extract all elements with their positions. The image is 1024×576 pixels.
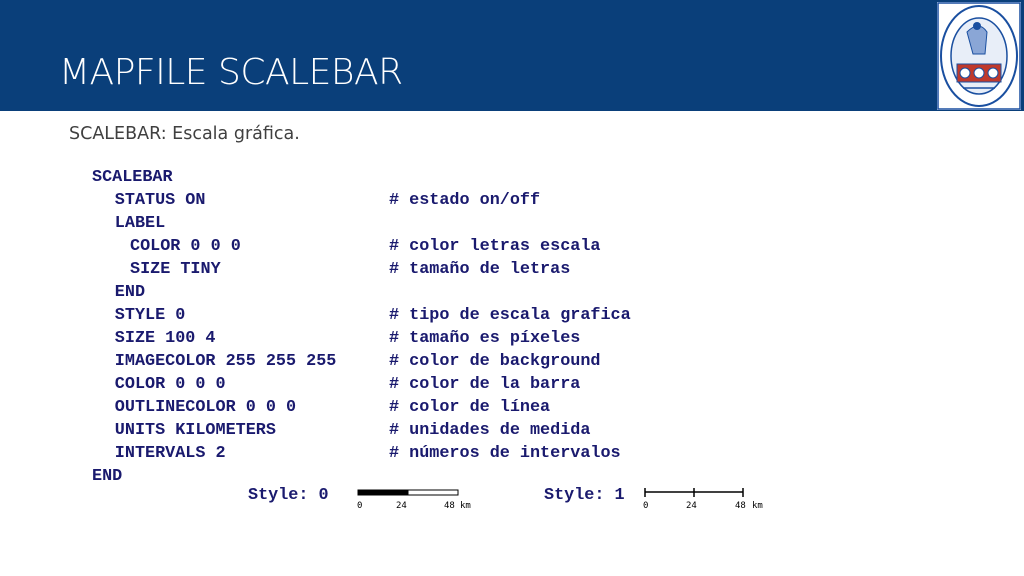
code-line xyxy=(92,212,336,235)
code-keyword: SIZE 100 4 xyxy=(114,329,216,348)
code-comment: # color letras escala xyxy=(389,237,601,256)
code-line xyxy=(92,258,571,281)
code-keyword: SIZE TINY xyxy=(130,260,221,279)
code-keyword: IMAGECOLOR 255 255 255 xyxy=(114,352,337,371)
university-logo xyxy=(937,2,1021,110)
code-line xyxy=(92,373,581,396)
scalebar-examples xyxy=(0,486,1024,512)
code-comment: # tamaño es píxeles xyxy=(389,329,581,348)
code-line xyxy=(92,465,336,488)
code-line xyxy=(92,419,591,442)
scalebar-0-segment-1 xyxy=(358,490,408,495)
scalebar-0-unit: km xyxy=(460,501,471,510)
code-line xyxy=(92,396,551,419)
code-line xyxy=(92,235,601,258)
scalebar-0-tick-1: 24 xyxy=(396,501,407,510)
code-comment: # color de línea xyxy=(389,398,551,417)
slide-title: MAPFILE SCALEBAR xyxy=(59,52,403,93)
scalebar-style-1-label: Style: 1 xyxy=(544,486,625,505)
scalebar-0-tick-0: 0 xyxy=(357,501,363,510)
code-keyword: END xyxy=(114,283,146,302)
mapfile-code-block xyxy=(92,166,631,488)
code-keyword: SCALEBAR xyxy=(92,168,173,187)
code-line xyxy=(92,281,336,304)
code-line xyxy=(92,189,541,212)
code-line xyxy=(92,166,336,189)
header-bar xyxy=(0,0,1024,111)
code-line xyxy=(92,442,621,465)
code-keyword: COLOR 0 0 0 xyxy=(114,375,226,394)
scalebar-1-tick-0: 0 xyxy=(643,501,649,510)
code-comment: # tamaño de letras xyxy=(389,260,571,279)
scalebar-style-0 xyxy=(356,488,480,510)
code-keyword: END xyxy=(92,467,123,486)
section-subtitle: SCALEBAR: Escala gráfica. xyxy=(69,124,300,144)
code-keyword: COLOR 0 0 0 xyxy=(130,237,241,256)
code-comment: # tipo de escala grafica xyxy=(389,306,631,325)
scalebar-style-1 xyxy=(642,488,774,510)
code-keyword: OUTLINECOLOR 0 0 0 xyxy=(114,398,297,417)
code-comment: # estado on/off xyxy=(389,191,541,210)
university-seal-icon xyxy=(937,2,1021,110)
scalebar-1-tick-1: 24 xyxy=(686,501,697,510)
code-keyword: STATUS ON xyxy=(114,191,206,210)
code-comment: # color de la barra xyxy=(389,375,581,394)
code-line xyxy=(92,350,601,373)
scalebar-0-tick-2: 48 xyxy=(444,501,455,510)
code-comment: # unidades de medida xyxy=(389,421,591,440)
code-keyword: STYLE 0 xyxy=(114,306,186,325)
code-keyword: INTERVALS 2 xyxy=(114,444,226,463)
code-comment: # números de intervalos xyxy=(389,444,621,463)
scalebar-1-unit: km xyxy=(752,501,763,510)
code-keyword: UNITS KILOMETERS xyxy=(114,421,276,440)
code-line xyxy=(92,327,581,350)
code-keyword: LABEL xyxy=(114,214,166,233)
scalebar-1-tick-2: 48 xyxy=(735,501,746,510)
scalebar-0-segment-2 xyxy=(408,490,458,495)
scalebar-style-0-label: Style: 0 xyxy=(248,486,329,505)
code-line xyxy=(92,304,631,327)
code-comment: # color de background xyxy=(389,352,601,371)
